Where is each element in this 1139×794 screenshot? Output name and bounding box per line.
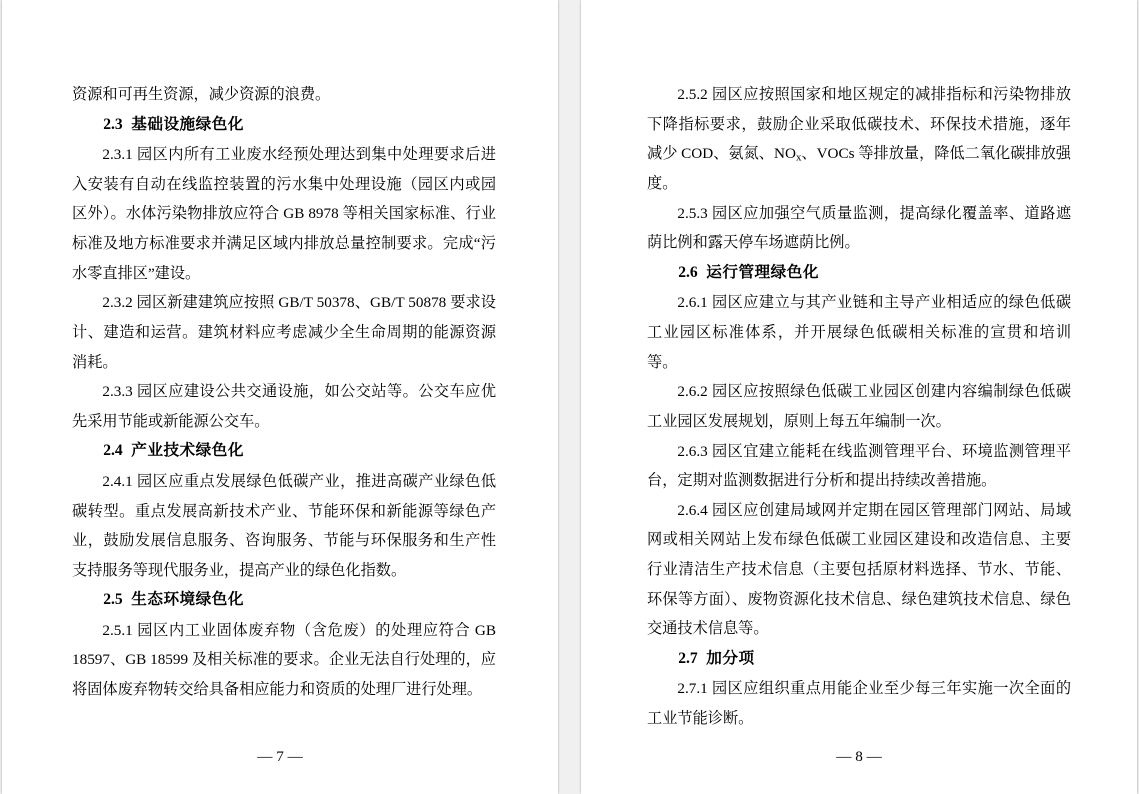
paragraph: 2.6.3 园区宜建立能耗在线监测管理平台、环境监测管理平台，定期对监测数据进行分析和提出持续改善措施。 <box>647 442 1071 490</box>
page-left-content <box>72 80 496 764</box>
page-number-left: — 7 — <box>257 748 303 765</box>
section-title: 运行管理绿色化 <box>706 263 819 281</box>
paragraph: 2.5.1 园区内工业固体废弃物（含危废）的处理应符合 GB 18597、GB 18599 及相关标准的要求。企业无法自行处理的，应将固体废弃物转交给具备相应能力和资质的处理厂进行处理。 <box>72 621 496 699</box>
paragraph: 2.6.1 园区应建立与其产业链和主导产业相适应的绿色低碳工业园区标准体系，并开展绿色低碳相关标准的宣贯和培训等。 <box>647 294 1071 371</box>
section-number: 2.7 <box>678 650 698 668</box>
paragraph: 2.6.2 园区应按照绿色低碳工业园区创建内容编制绿色低碳工业园区发展规划，原则上每五年编制一次。 <box>647 383 1071 430</box>
paragraph: 2.3.1 园区内所有工业废水经预处理达到集中处理要求后进入安装有自动在线监控装置的污水集中处理设施（园区内或园区外）。水体污染物排放应符合 GB 8978 等相关国家标准、行业标准及地方标准要求并满足区域内排放总量控制要求。完成“污水零直排区”建设。 <box>72 146 496 282</box>
section-number: 2.6 <box>678 263 698 281</box>
section-number: 2.3 <box>103 115 123 133</box>
paragraph: 2.5.2 园区应按照国家和地区规定的减排指标和污染物排放下降指标要求，鼓励企业采取低碳技术、环保技术措施，逐年减少 COD、氨氮、$NO_x$、VOCs 等排放量，降低二氧化碳排放强度。 <box>647 86 1071 193</box>
section-title: 加分项 <box>706 650 755 668</box>
paragraph: 2.6.4 园区应创建局域网并定期在园区管理部门网站、局域网或相关网站上发布绿色低碳工业园区建设和改造信息、主要行业清洁生产技术信息（主要包括原材料选择、节水、节能、环保等方面）、废物资源化技术信息、绿色建筑技术信息、绿色交通技术信息等。 <box>647 501 1071 638</box>
section-title: 产业技术绿色化 <box>131 442 244 460</box>
section-title: 生态环境绿色化 <box>131 591 244 609</box>
section-title: 基础设施绿色化 <box>131 115 244 133</box>
section-number: 2.4 <box>103 442 123 460</box>
section-heading-2-7 <box>647 644 1071 674</box>
section-heading-2-3 <box>72 110 496 140</box>
document-page-left <box>2 0 558 794</box>
paragraph: 2.7.1 园区应组织重点用能企业至少每三年实施一次全面的工业节能诊断。 <box>647 680 1071 728</box>
paragraph: 2.3.2 园区新建建筑应按照 GB/T 50378、GB/T 50878 要求设计、建造和运营。建筑材料应考虑减少全生命周期的能源资源消耗。 <box>72 294 496 371</box>
document-page-right <box>581 0 1137 794</box>
paragraph: 2.3.3 园区应建设公共交通设施，如公交站等。公交车应优先采用节能或新能源公交车。 <box>72 383 496 430</box>
paragraph: 2.5.3 园区应加强空气质量监测，提高绿化覆盖率、道路遮荫比例和露天停车场遮荫比例。 <box>647 204 1071 252</box>
section-heading-2-4 <box>72 436 496 466</box>
section-heading-2-5 <box>72 585 496 615</box>
page-right-content <box>647 80 1071 764</box>
paragraph: 资源和可再生资源，减少资源的浪费。 <box>72 86 331 103</box>
paragraph: 2.4.1 园区应重点发展绿色低碳产业，推进高碳产业绿色低碳转型。重点发展高新技术产业、节能环保和新能源等绿色产业，鼓励发展信息服务、咨询服务、节能与环保服务和生产性支持服务等现代服务业，提高产业的绿色化指数。 <box>72 472 496 579</box>
section-number: 2.5 <box>103 591 123 609</box>
section-heading-2-6 <box>647 258 1071 288</box>
page-number-right: — 8 — <box>836 748 882 765</box>
